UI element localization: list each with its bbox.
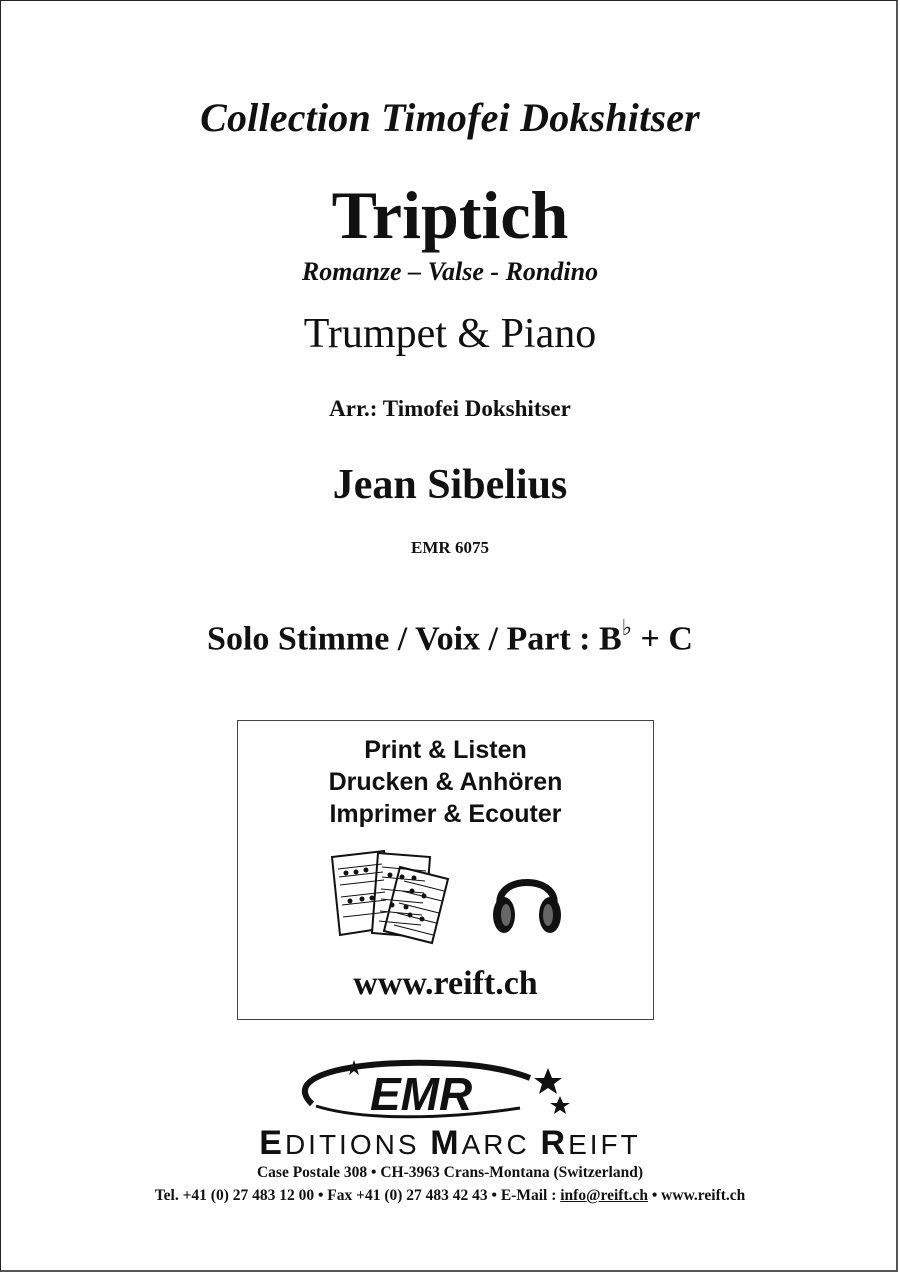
promo-line-english: Print & Listen xyxy=(364,736,527,764)
publisher-initial-m: M xyxy=(430,1124,462,1162)
part-suffix: + C xyxy=(632,620,693,658)
publisher-word-editions: DITIONS xyxy=(284,1129,431,1160)
instrumentation: Trumpet & Piano xyxy=(303,311,597,357)
page-title: Triptich xyxy=(331,177,569,253)
publisher-initial-e: E xyxy=(259,1124,285,1162)
promo-line-french: Imprimer & Ecouter xyxy=(329,800,562,828)
website-url[interactable]: www.reift.ch xyxy=(353,965,538,1002)
publisher-word-reift: EIFT xyxy=(568,1129,641,1160)
headphones-icon xyxy=(490,861,564,939)
publisher-contact xyxy=(0,1187,900,1205)
emr-logo xyxy=(290,1058,590,1120)
contact-phone-fax: Tel. +41 (0) 27 483 12 00 • Fax +41 (0) 27 483 42 43 • E-Mail : xyxy=(154,1187,561,1204)
publisher-address: Case Postale 308 • CH-3963 Crans-Montana (Switzerland) xyxy=(256,1164,643,1181)
catalog-number: EMR 6075 xyxy=(411,538,489,557)
movements-subtitle: Romanze – Valse - Rondino xyxy=(301,257,599,286)
email-link[interactable]: info@reift.ch xyxy=(560,1187,648,1204)
flat-symbol: ♭ xyxy=(621,615,633,640)
print-listen-box xyxy=(237,720,654,1020)
arranger-credit: Arr.: Timofei Dokshitser xyxy=(329,396,571,421)
composer-name: Jean Sibelius xyxy=(332,462,568,508)
publisher-initial-r: R xyxy=(540,1124,569,1162)
collection-heading: Collection Timofei Dokshitser xyxy=(200,95,700,140)
logo-text: EMR xyxy=(370,1068,473,1120)
contact-website: • www.reift.ch xyxy=(648,1187,746,1204)
promo-line-german: Drucken & Anhören xyxy=(328,768,563,796)
sheet-music-icon xyxy=(326,847,456,947)
part-designation xyxy=(0,617,900,658)
publisher-name xyxy=(0,1124,900,1163)
publisher-word-marc: ARC xyxy=(461,1129,541,1160)
part-prefix: Solo Stimme / Voix / Part : B xyxy=(207,620,622,658)
